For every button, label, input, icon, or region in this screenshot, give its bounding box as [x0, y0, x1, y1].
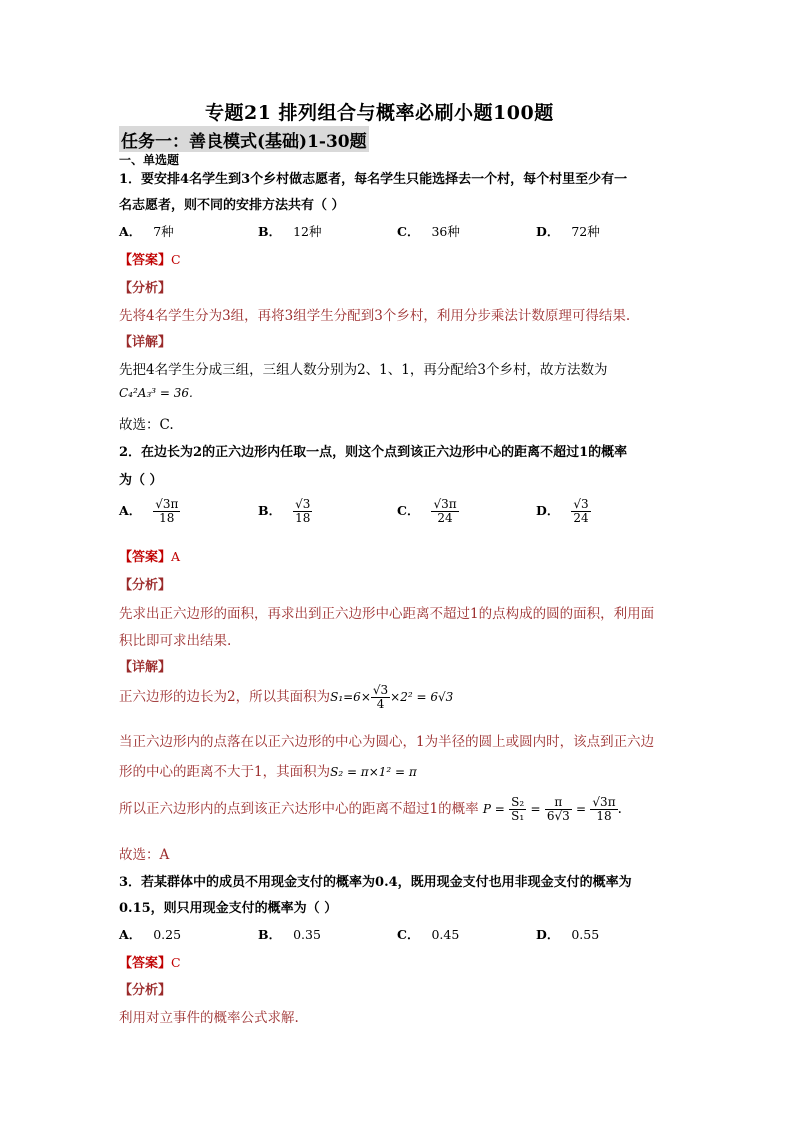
q1-detail-formula: C₄²A₃³ = 36.: [119, 386, 193, 400]
q2-detail-tag: 【详解】: [119, 660, 172, 675]
task-heading: 任务一：善良模式(基础)1-30题: [119, 126, 369, 152]
q1-option-c: C． 36种: [397, 224, 460, 239]
q1-option-b: B． 12种: [258, 224, 322, 239]
q1-stem-line2: 名志愿者，则不同的安排方法共有（ ）: [119, 198, 345, 213]
q3-option-d: D． 0.55: [536, 927, 600, 942]
q1-option-d: D． 72种: [536, 224, 600, 239]
q2-option-a: A． $\frac{√3\pi}{18}$: [119, 497, 179, 525]
q1-option-a: A． 7种: [119, 224, 174, 239]
q3-option-c: C． 0.45: [397, 927, 460, 942]
q2-option-d: D． $\frac{√3}{24}$: [536, 497, 589, 525]
q2-stem-line2: 为（ ）: [119, 473, 163, 488]
q2-detail-line2: 当正六边形内的点落在以正六边形的中心为圆心，1为半径的圆上或圆内时，该点到正六边: [119, 734, 655, 750]
q1-answer: 【答案】C: [119, 252, 181, 268]
q2-analysis-tag: 【分析】: [119, 578, 172, 593]
q2-detail-line3: 形的中心的距离不大于1，其面积为S₂ = π×1² = π: [119, 764, 417, 780]
q1-conclusion: 故选：C.: [119, 417, 174, 433]
q2-detail-probability: 所以正六边形内的点到该正六达形中心的距离不超过1的概率 P = $\frac{\text{S₂}}{\text{S₁}}$ = $\frac{\pi}{6√3}$ = $\frac{√3\pi}{18}$ .: [119, 795, 622, 823]
q2-stem-line1: 2．在边长为2的正六边形内任取一点，则这个点到该正六边形中心的距离不超过1的概率: [119, 445, 628, 460]
q2-option-c: C． $\frac{√3\pi}{24}$: [397, 497, 457, 525]
q2-analysis-line1: 先求出正六边形的面积，再求出到正六边形中心距离不超过1的点构成的圆的面积，利用面: [119, 606, 655, 622]
q3-stem-line2: 0.15，则只用现金支付的概率为（ ）: [119, 901, 338, 916]
q2-analysis-line2: 积比即可求出结果.: [119, 633, 232, 649]
q2-detail-area: 正六边形的边长为2，所以其面积为S₁=6× $\frac{√3}{4}$ ×2² = 6√3: [119, 683, 454, 711]
q3-analysis-text: 利用对立事件的概率公式求解.: [119, 1010, 299, 1026]
q1-stem-line1: 1．要安排4名学生到3个乡村做志愿者，每名学生只能选择去一个村，每个村里至少有一: [119, 172, 628, 187]
q1-detail-tag: 【详解】: [119, 335, 172, 350]
q1-analysis-tag: 【分析】: [119, 281, 172, 296]
section-heading: 一、单选题: [119, 153, 180, 167]
page-title: 专题21 排列组合与概率必刷小题100题: [205, 102, 554, 124]
q3-stem-line1: 3．若某群体中的成员不用现金支付的概率为0.4，既用现金支付也用非现金支付的概率为: [119, 875, 632, 890]
q1-analysis-text: 先将4名学生分为3组，再将3组学生分配到3个乡村，利用分步乘法计数原理可得结果.: [119, 308, 631, 324]
q1-detail-line1: 先把4名学生分成三组，三组人数分别为2、1、1，再分配给3个乡村，故方法数为: [119, 362, 608, 378]
q3-analysis-tag: 【分析】: [119, 983, 172, 998]
q3-answer: 【答案】C: [119, 955, 181, 971]
q3-option-b: B． 0.35: [258, 927, 321, 942]
q3-option-a: A． 0.25: [119, 927, 182, 942]
q2-conclusion: 故选：A: [119, 847, 170, 863]
q2-option-b: B． $\frac{√3}{18}$: [258, 497, 311, 525]
q2-answer: 【答案】A: [119, 549, 181, 565]
